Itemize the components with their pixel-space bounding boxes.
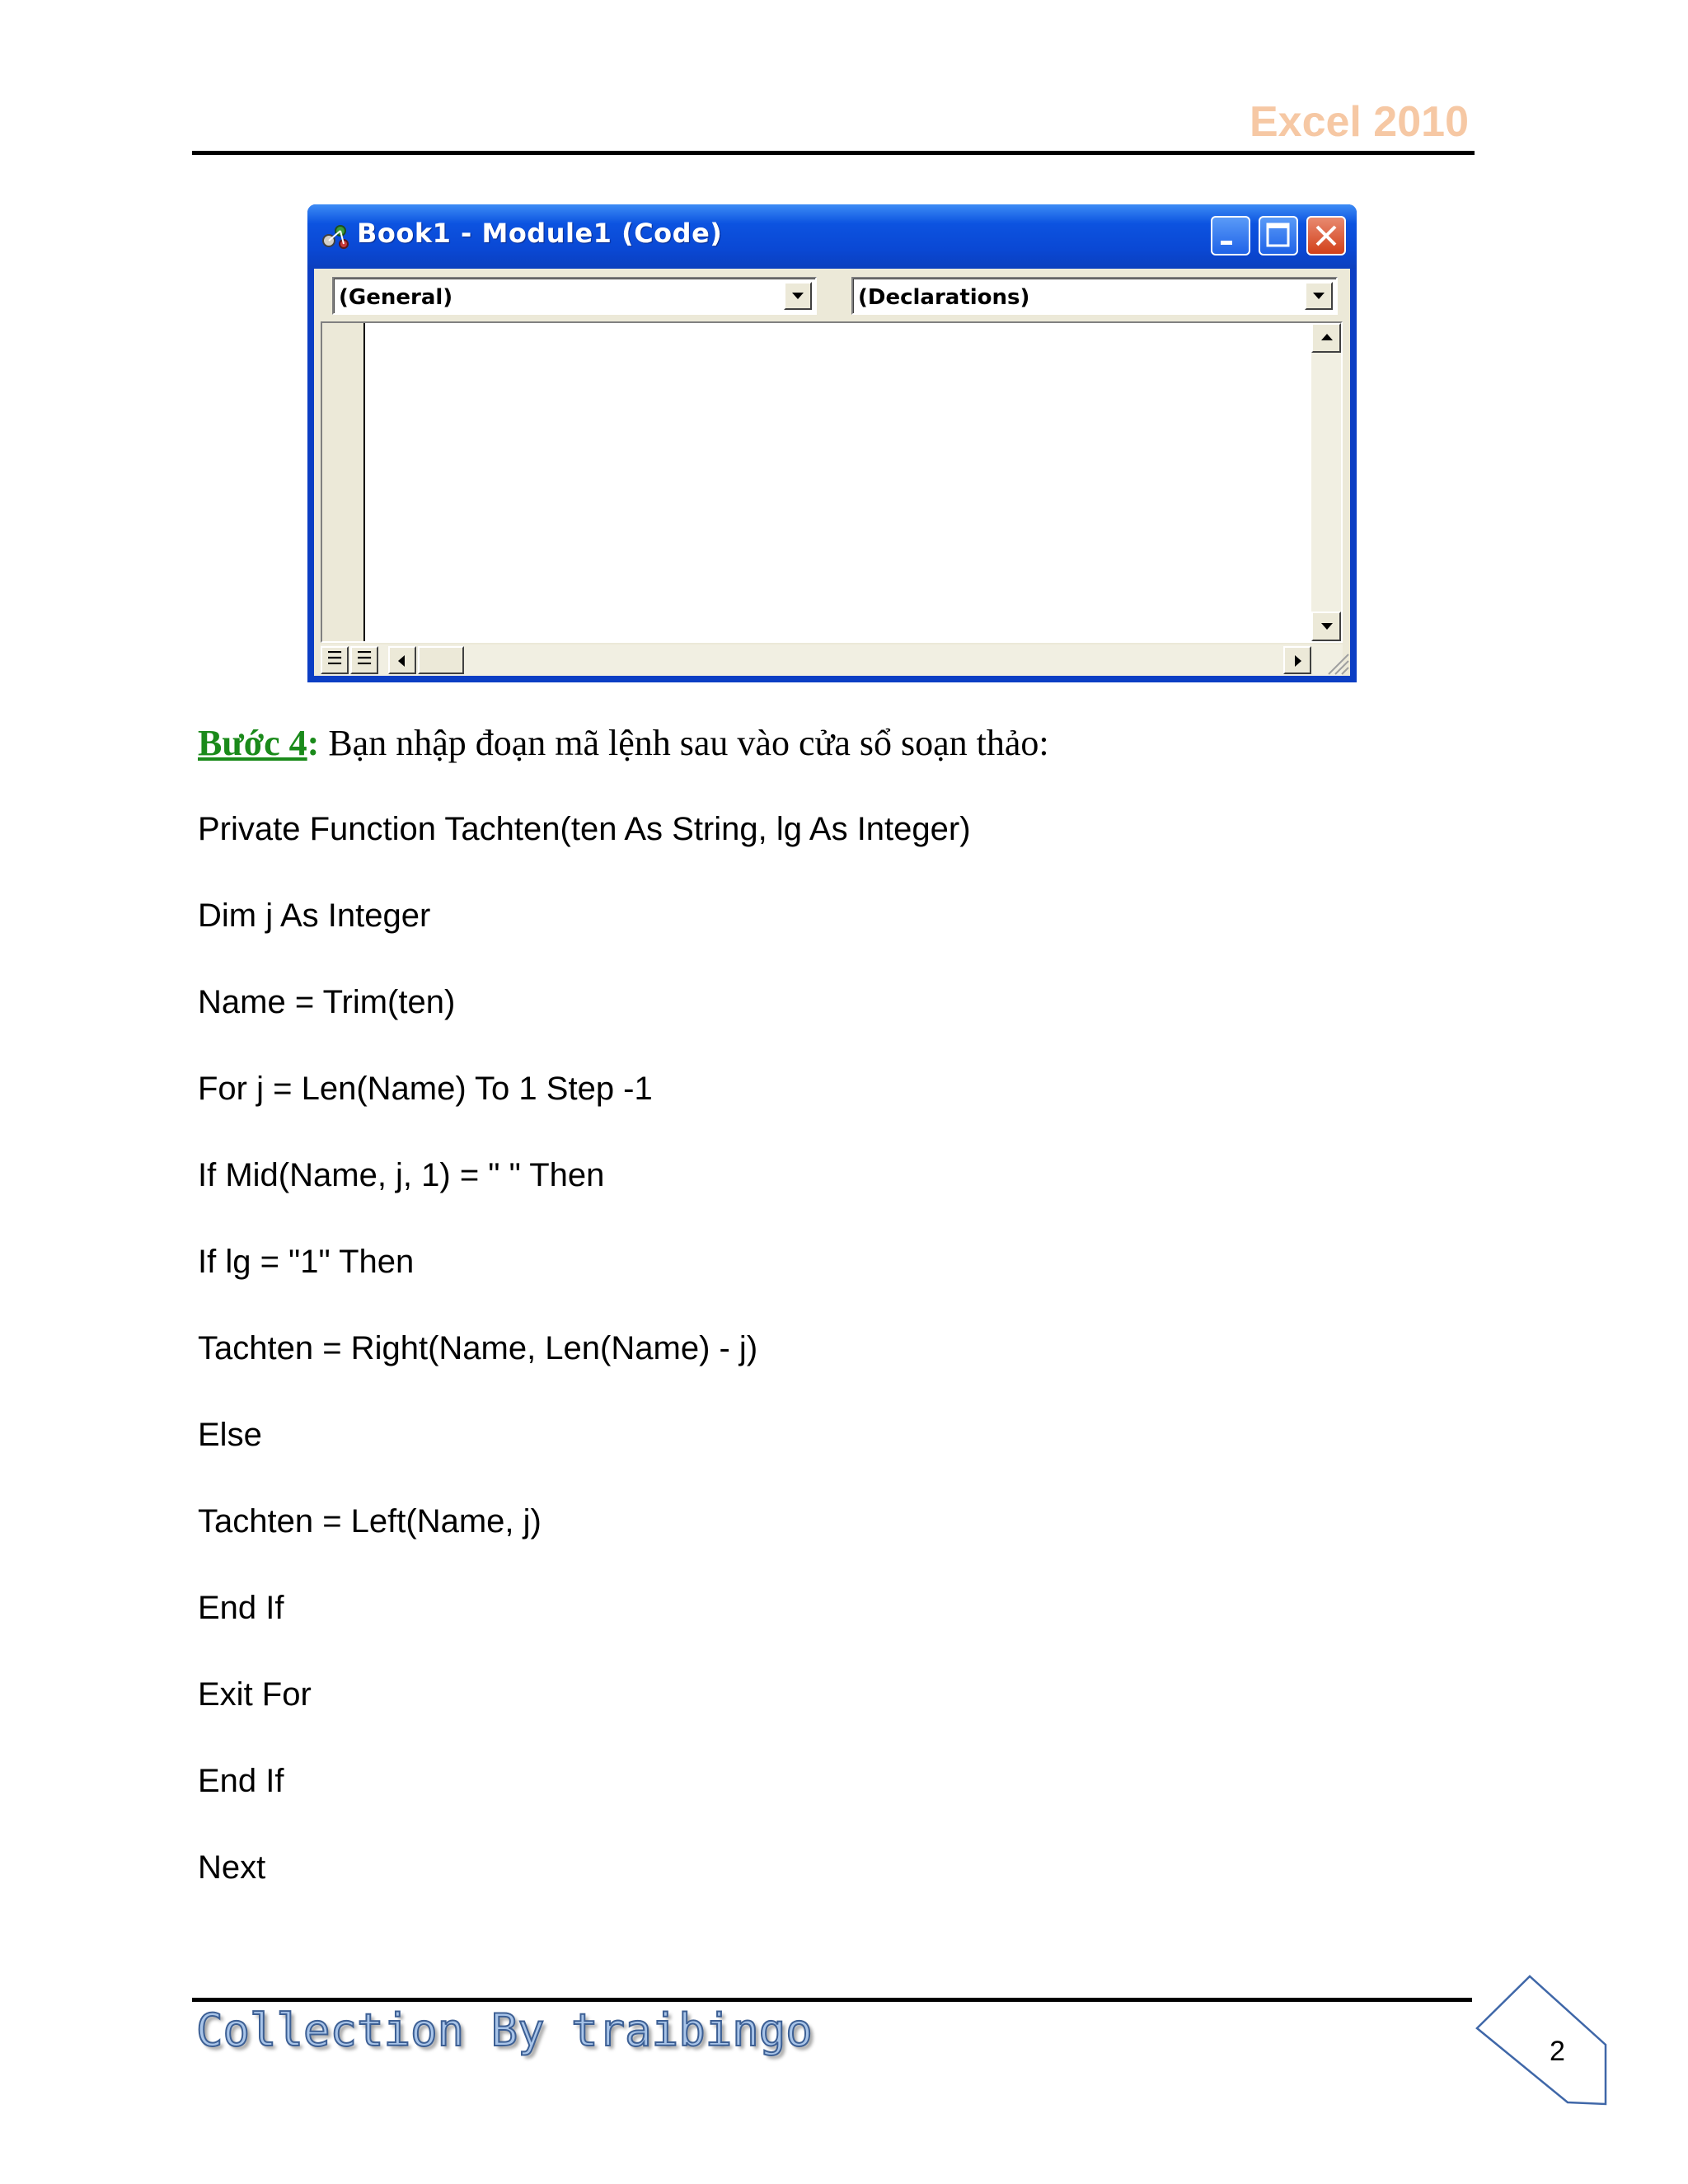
horizontal-scrollbar[interactable] xyxy=(321,644,1343,676)
arrow-up-icon xyxy=(1321,334,1333,340)
scroll-left-button[interactable] xyxy=(388,646,416,674)
page-number: 2 xyxy=(1550,2036,1565,2067)
header-title: Excel 2010 xyxy=(1249,98,1469,146)
minimize-icon xyxy=(1212,218,1249,254)
scroll-up-button[interactable] xyxy=(1311,323,1341,353)
vertical-scrollbar[interactable] xyxy=(1311,323,1341,641)
code-line: Name = Trim(ten) xyxy=(198,984,456,1020)
code-line: End If xyxy=(198,1590,284,1626)
header-rule xyxy=(192,151,1475,155)
code-line: If Mid(Name, j, 1) = " " Then xyxy=(198,1157,605,1193)
arrow-left-icon xyxy=(398,655,405,667)
arrow-right-icon xyxy=(1295,655,1301,667)
close-button[interactable] xyxy=(1306,216,1346,255)
full-module-view-icon: ☰ xyxy=(356,649,373,669)
close-icon xyxy=(1308,218,1344,254)
code-listing xyxy=(198,806,971,1931)
code-line: Exit For xyxy=(198,1676,312,1713)
code-line: Tachten = Left(Name, j) xyxy=(198,1503,542,1540)
code-line: For j = Len(Name) To 1 Step -1 xyxy=(198,1071,653,1107)
step-instruction xyxy=(198,722,1049,764)
minimize-button[interactable] xyxy=(1211,216,1250,255)
code-line: End If xyxy=(198,1763,284,1799)
object-combobox[interactable] xyxy=(332,277,817,315)
step-text: Bạn nhập đoạn mã lệnh sau vào cửa sổ soạn thảo: xyxy=(319,723,1049,763)
code-line: Private Function Tachten(ten As String, lg As Integer) xyxy=(198,811,971,847)
full-module-view-button[interactable] xyxy=(350,646,378,674)
procedure-combobox-dropdown-button[interactable] xyxy=(1305,282,1333,310)
arrow-down-icon xyxy=(1321,623,1333,630)
vba-module-icon xyxy=(319,219,354,254)
object-combobox-value: (General) xyxy=(339,285,453,310)
footer-rule xyxy=(192,1998,1472,2002)
page-number-badge-icon xyxy=(1475,1974,1615,2116)
window-body xyxy=(314,269,1350,676)
code-line: If lg = "1" Then xyxy=(198,1244,415,1280)
procedure-view-icon: ☰ xyxy=(326,649,343,669)
object-combobox-dropdown-button[interactable] xyxy=(784,282,812,310)
maximize-icon xyxy=(1260,218,1296,254)
horizontal-scroll-thumb[interactable] xyxy=(418,646,464,674)
code-editor[interactable] xyxy=(321,321,1343,643)
procedure-combobox-value: (Declarations) xyxy=(858,285,1030,310)
step-label: Bước 4 xyxy=(198,723,307,763)
chevron-down-icon xyxy=(792,293,804,299)
scroll-down-button[interactable] xyxy=(1311,612,1341,641)
vba-code-window xyxy=(307,204,1357,682)
procedure-view-button[interactable] xyxy=(321,646,349,674)
window-title: Book1 - Module1 (Code) xyxy=(357,218,723,249)
margin-indicator-bar[interactable] xyxy=(322,323,365,641)
step-colon: : xyxy=(307,723,320,763)
procedure-combobox[interactable] xyxy=(851,277,1338,315)
code-line: Else xyxy=(198,1417,262,1453)
footer-collection-text: Collection By traibingo xyxy=(196,2004,813,2056)
code-line: Dim j As Integer xyxy=(198,898,431,934)
scroll-right-button[interactable] xyxy=(1283,646,1311,674)
window-titlebar[interactable] xyxy=(307,204,1357,269)
chevron-down-icon xyxy=(1313,293,1325,299)
code-line: Next xyxy=(198,1849,266,1886)
code-line: Tachten = Right(Name, Len(Name) - j) xyxy=(198,1330,758,1366)
resize-grip-icon[interactable] xyxy=(1320,644,1350,676)
maximize-button[interactable] xyxy=(1259,216,1298,255)
